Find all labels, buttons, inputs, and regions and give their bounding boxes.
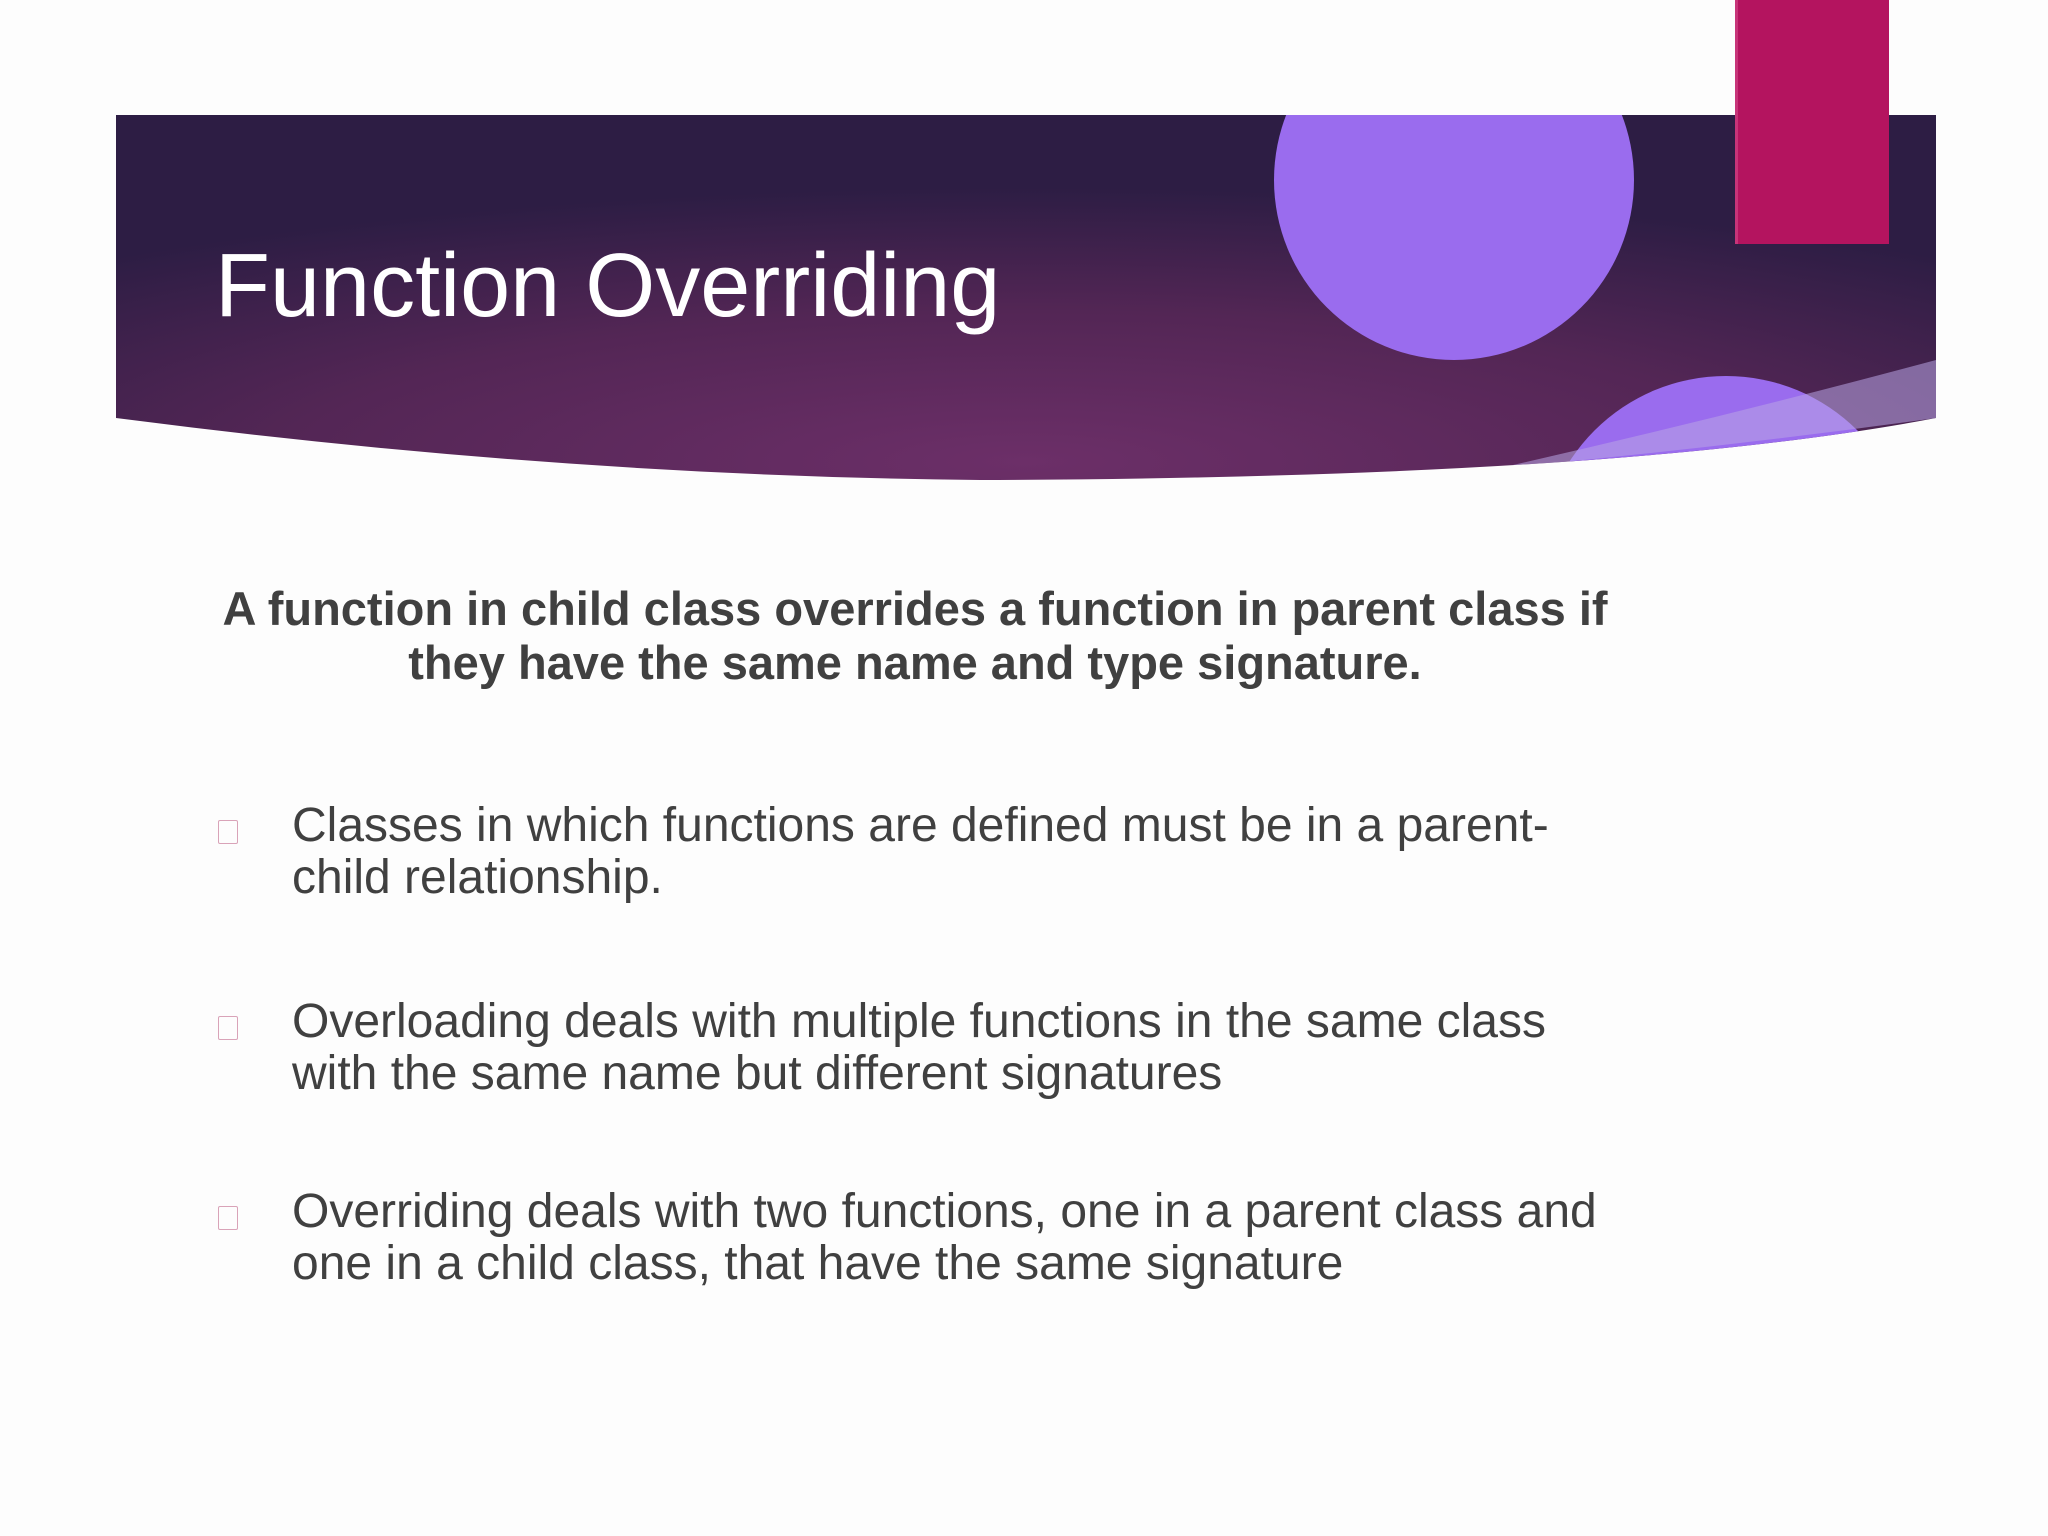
bullet-text: Overloading deals with multiple functions in the same class with the same name but different signatures xyxy=(292,995,1546,1100)
bullet-marker-icon xyxy=(218,820,238,844)
bullet-text: Overriding deals with two functions, one in a parent class and one in a child class, that have the same signature xyxy=(292,1185,1597,1290)
bullet-marker-icon xyxy=(218,1016,238,1040)
bullet-text: Classes in which functions are defined must be in a parent-child relationship. xyxy=(292,799,1549,904)
lead-statement: A function in child class overrides a function in parent class if they have the same name and type signature. xyxy=(222,582,1608,689)
bullet-marker-icon xyxy=(218,1206,238,1230)
slide-title: Function Overriding xyxy=(215,236,1001,336)
